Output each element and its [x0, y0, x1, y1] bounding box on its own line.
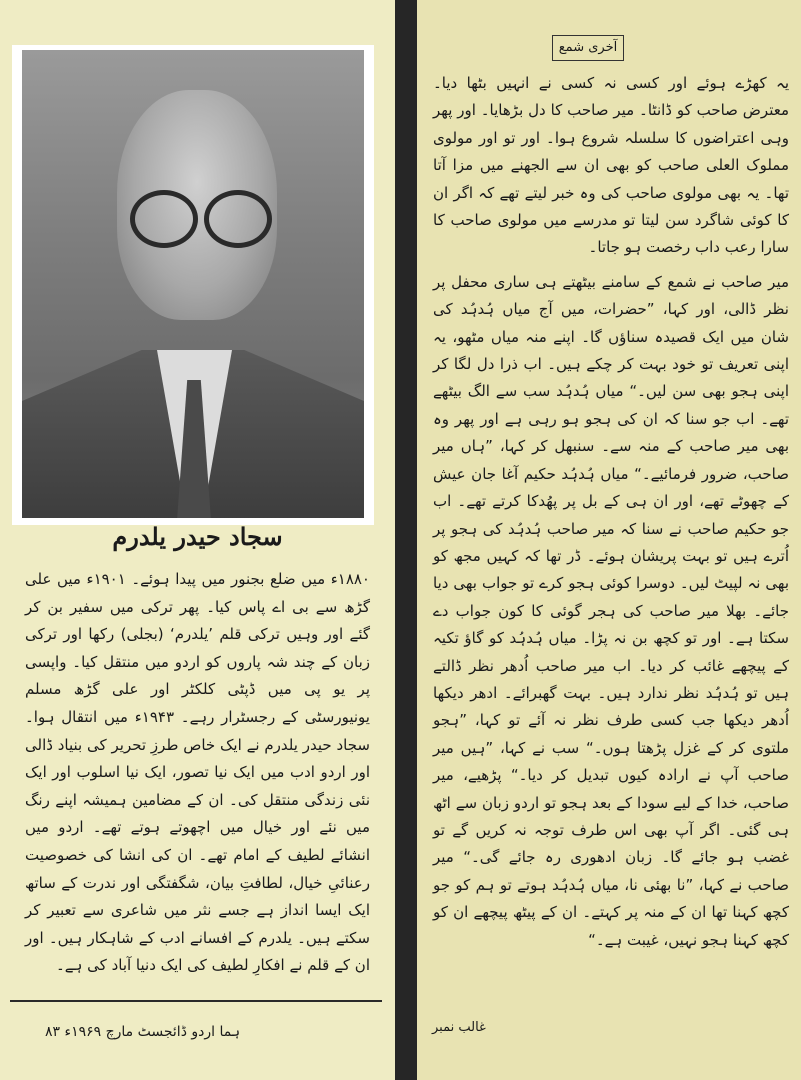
biography-paragraph: ۱۸۸۰ء میں ضلع بجنور میں پیدا ہوئے۔ ۱۹۰۱ء میں علی گڑھ سے بی اے پاس کیا۔ پھر ترکی میں سفیر بن کر گئے اور وہیں ترکی قلم ’یلدرم‘ (بجلی) رکھا اور ترکی زبان کے چند شہ پاروں کو اردو میں منتقل کیا۔ واپسی پر یو پی میں ڈپٹی کلکٹر اور علی گڑھ مسلم یونیورسٹی کے رجسٹرار رہے۔ ۱۹۴۳ء میں انتقال ہوا۔ سجاد حیدر یلدرم نے ایک خاص طرزِ تحریر کی بنیاد ڈالی اور اردو ادب میں ایک نیا تصور، ایک نیا اسلوب اور ایک نئی زندگی منتقل کی۔ ان کے مضامین ہمیشہ اپنے رنگ میں نئے اور خیال میں اچھوتے ہوتے تھے۔ اردو میں انشائے لطیف کے امام تھے۔ ان کی انشا کی خصوصیت رعنائیِ خیال، لطافتِ بیان، شگفتگی اور ندرت کے ساتھ ایک ایسا انداز ہے جسے نثر میں شاعری سے تعبیر کر سکتے ہیں۔ یلدرم کے افسانے ادب کے شاہکار ہیں۔ اور ان کے قلم نے افکارِ لطیف کی ایک دنیا آباد کی ہے۔: [25, 570, 370, 975]
story-paragraph: یہ کھڑے ہوئے اور کسی نہ کسی نے انہیں بٹھا دیا۔ معترض صاحب کو ڈانٹا۔ میر صاحب کا دل بڑھایا۔ اور پھر وہی اعتراضوں کا سلسلہ شروع ہوا۔ اور تو اور مولوی مملوک العلی صاحب کو بھی ان سے الجھنے میں مزا آتا تھا۔ یہ بھی مولوی صاحب کی وہ خبر لیتے تھے کہ اگر ان کا کوئی شاگرد سن لیتا تو مدرسے میں مولوی صاحب کا سارا رعب داب رخصت ہو جاتا۔: [433, 74, 789, 257]
portrait-frame: [12, 45, 374, 525]
story-paragraph: میر صاحب نے شمع کے سامنے بیٹھتے ہی ساری محفل پر نظر ڈالی، اور کہا، ”حضرات، میں آج میاں ہُدہُد کی شان میں ایک قصیدہ سناؤں گا۔ اپنے منہ میاں مٹھو، یہ اپنی تعریف تو خود بہت کر چکے ہیں۔ اب ذرا دل لگا کر اپنی ہجو بھی سن لیں۔“ میاں ہُدہُد سب سے الگ بیٹھے تھے۔ اب جو سنا کہ ان کی ہجو ہو رہی ہے اور پھر وہ بھی میر صاحب کے منہ سے۔ سنبھل کر کہا، ”ہاں میر صاحب، ضرور فرمائیے۔“ میاں ہُدہُد حکیم آغا جان عیش کے چھوٹے تھے، اور ان ہی کے بل پر پھُدکا کرتے تھے۔ اب جو حکیم صاحب نے سنا کہ میر صاحب ہُدہُد کی ہجو پر اُترے ہیں تو بہت پریشان ہوئے۔ ڈر تھا کہ کہیں مجھ کو بھی نہ لپیٹ لیں۔ دوسرا کوئی ہجو کرے تو جواب بھی دیا جائے۔ بھلا میر صاحب کی ہجر گوئی کا کون جواب دے سکتا ہے۔ اور تو کچھ بن نہ پڑا۔ میاں ہُدہُد کو گاؤ تکیہ کے پیچھے غائب کر دیا۔ اب میر صاحب اُدھر نظر ڈالتے ہیں تو ہُدہُد نظر ندارد ہیں۔ بہت گھبرائے۔ ادھر دیکھا اُدھر دیکھا جب کسی طرف نظر نہ آئے تو کہا، ”ہجو ملتوی کر کے غزل پڑھتا ہوں۔“ سب نے کہا، ”ہیں میر صاحب آپ نے ارادہ کیوں تبدیل کر دیا۔“ پڑھیے، میر صاحب، خدا کے لیے سودا کے بعد ہجو تو اردو زبان سے اٹھ ہی گئی۔ اگر آپ بھی اس طرف توجہ نہ کریں گے تو غضب ہو جائے گا۔ زبان ادھوری رہ جائے گی۔“ میر صاحب نے کہا، ”نا بھئی نا، میاں ہُدہُد ہوتے تو ہم کو جو کچھ کہنا تھا ان کے منہ پر کہتے۔ ان کے پیٹھ پیچھے ان کو کچھ کہنا ہجو نہیں، غیبت ہے۔“: [433, 272, 789, 949]
running-header: آخری شمع: [552, 35, 624, 61]
portrait-glasses: [122, 190, 272, 240]
section-label: غالب نمبر: [432, 1020, 486, 1035]
portrait-photo: [22, 50, 364, 518]
biography-text: [25, 566, 370, 980]
page-spine: [395, 0, 417, 1080]
page-footer: ہما اردو ڈائجسٹ مارچ ۱۹۶۹ء ۸۳: [45, 1024, 241, 1040]
story-text: [433, 70, 789, 961]
left-page: [0, 0, 395, 1080]
portrait-caption: سجاد حیدر یلدرم: [112, 522, 283, 551]
divider: [10, 1000, 382, 1002]
